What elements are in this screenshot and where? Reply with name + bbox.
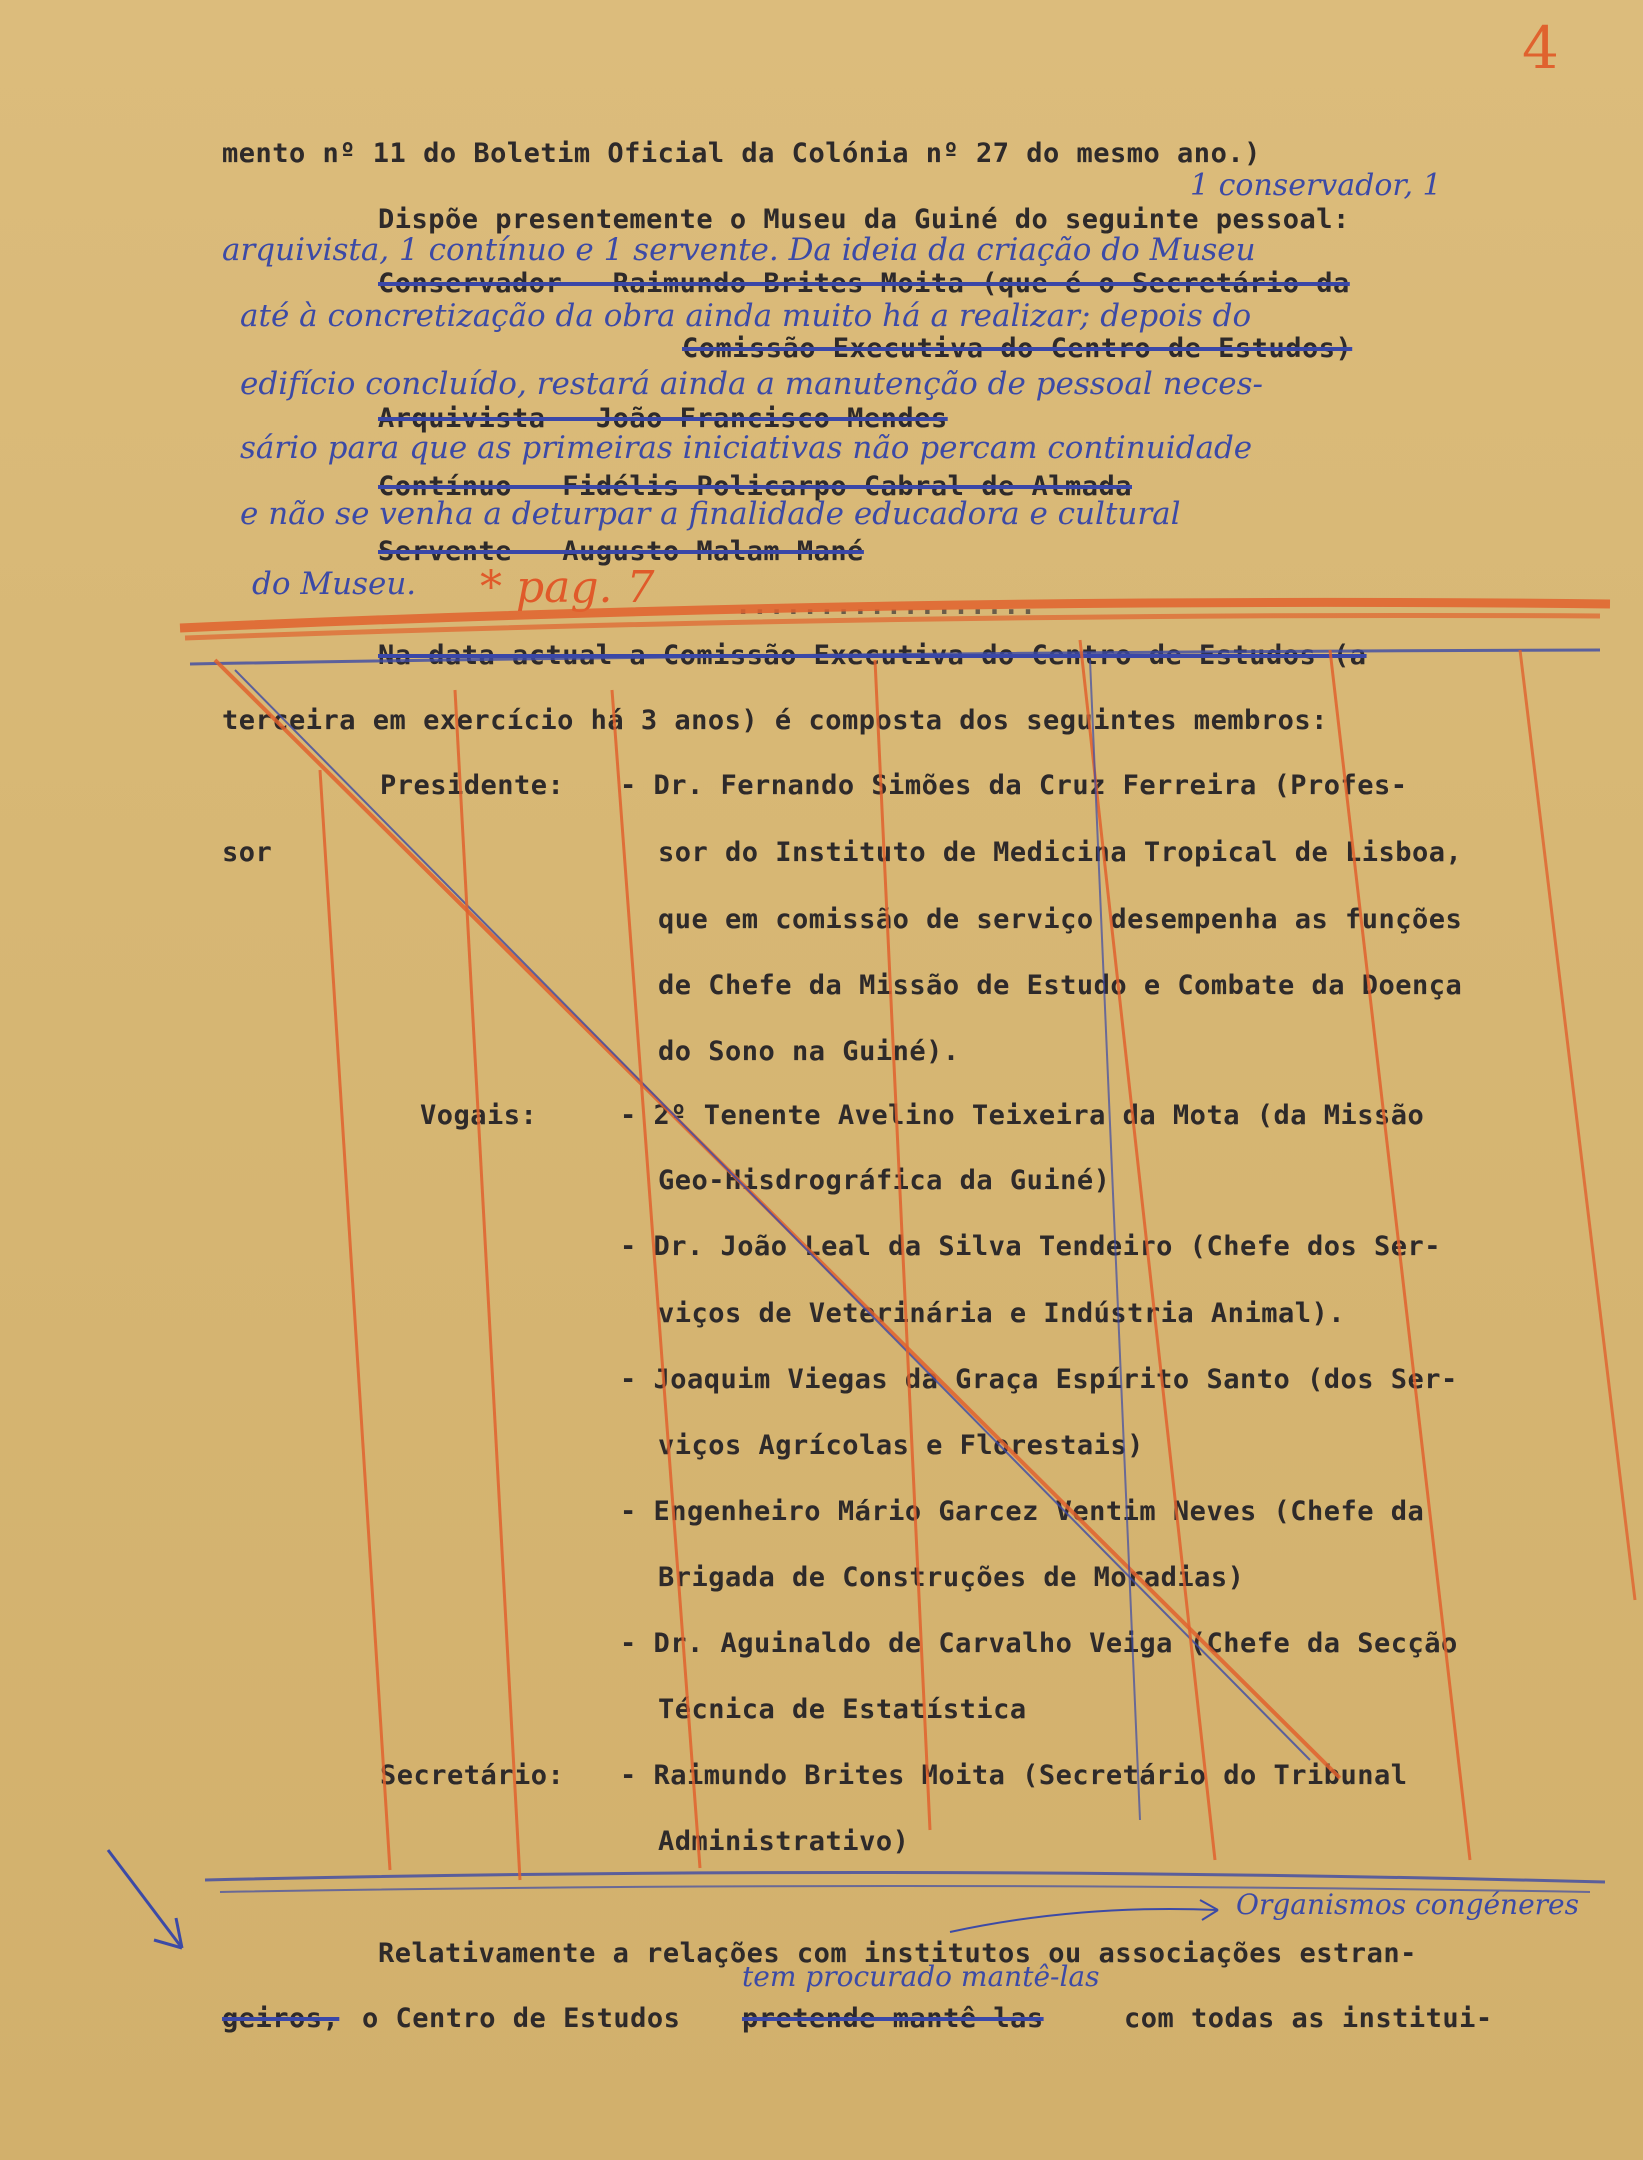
typed-terceira: terceira em exercício há 3 anos) é composta dos seguintes membros: bbox=[222, 705, 1328, 736]
typed-servente: Servente - Augusto Malam Mané bbox=[378, 536, 864, 567]
secretario-label: Secretário: bbox=[380, 1760, 565, 1791]
vogal-4-line-a: - Engenheiro Mário Garcez Ventim Neves (Chefe da bbox=[620, 1496, 1425, 1527]
typed-relativamente: Relativamente a relações com institutos ou associações estran- bbox=[378, 1938, 1417, 1969]
sor-label: sor bbox=[222, 837, 273, 868]
presidente-line-4: de Chefe da Missão de Estudo e Combate da Doença bbox=[658, 970, 1463, 1001]
presidente-line-1: - Dr. Fernando Simões da Cruz Ferreira (Profes- bbox=[620, 770, 1408, 801]
presidente-line-5: do Sono na Guiné). bbox=[658, 1036, 960, 1067]
presidente-line-3: que em comissão de serviço desempenha as funções bbox=[658, 904, 1463, 935]
vogal-3-line-a: - Joaquim Viegas da Graça Espírito Santo (dos Ser- bbox=[620, 1364, 1458, 1395]
red-pag-note: * pag. 7 bbox=[480, 562, 655, 613]
typed-last-b: o Centro de Estudos bbox=[362, 2003, 681, 2034]
vogal-2-line-a: - Dr. João Leal da Silva Tendeiro (Chefe dos Ser- bbox=[620, 1231, 1442, 1262]
presidente-label: Presidente: bbox=[380, 770, 565, 801]
typed-data-actual: Na data actual a Comissão Executiva do Centro de Estudos (a bbox=[378, 640, 1367, 671]
handwritten-3: até à concretização da obra ainda muito há a realizar; depois do bbox=[240, 298, 1252, 334]
vogal-1-line-a: - 2º Tenente Avelino Teixeira da Mota (da Missão bbox=[620, 1100, 1425, 1131]
secretario-line-b: Administrativo) bbox=[658, 1826, 910, 1857]
presidente-line-2: sor do Instituto de Medicina Tropical de Lisboa, bbox=[658, 837, 1463, 868]
vogal-5-line-b: Técnica de Estatística bbox=[658, 1694, 1027, 1725]
handwritten-9: tem procurado mantê-las bbox=[742, 1960, 1100, 1993]
typed-line-2: Dispõe presentemente o Museu da Guiné do seguinte pessoal: bbox=[378, 204, 1350, 235]
vogal-5-line-a: - Dr. Aguinaldo de Carvalho Veiga (Chefe da Secção bbox=[620, 1628, 1458, 1659]
handwritten-2: arquivista, 1 contínuo e 1 servente. Da ideia da criação do Museu bbox=[222, 232, 1256, 268]
vogais-label: Vogais: bbox=[420, 1100, 538, 1131]
handwritten-4: edifício concluído, restará ainda a manutenção de pessoal neces- bbox=[240, 366, 1263, 402]
handwritten-1: 1 conservador, 1 bbox=[1190, 168, 1442, 203]
typed-comissao: Comissão Executiva do Centro de Estudos) bbox=[682, 333, 1353, 364]
typed-dots: .................. bbox=[735, 590, 1037, 621]
page-number: 4 bbox=[1522, 14, 1559, 82]
handwritten-8: Organismos congéneres bbox=[1236, 1888, 1579, 1921]
typed-continuo: Contínuo - Fidélis Policarpo Cabral de Almada bbox=[378, 471, 1132, 502]
typed-last-c: pretende mantê-las bbox=[742, 2003, 1044, 2034]
typed-last-a: geiros, bbox=[222, 2003, 340, 2034]
vogal-4-line-b: Brigada de Construções de Moradias) bbox=[658, 1562, 1245, 1593]
secretario-line-a: - Raimundo Brites Moita (Secretário do Tribunal bbox=[620, 1760, 1408, 1791]
handwritten-6: e não se venha a deturpar a finalidade educadora e cultural bbox=[240, 496, 1181, 532]
typed-line-1: mento nº 11 do Boletim Oficial da Colónia nº 27 do mesmo ano.) bbox=[222, 138, 1261, 169]
vogal-1-line-b: Geo-Hisdrográfica da Guiné) bbox=[658, 1165, 1111, 1196]
typed-last-d: com todas as institui- bbox=[1124, 2003, 1493, 2034]
typed-arquivista: Arquivista - João Francisco Mendes bbox=[378, 403, 948, 434]
typed-conservador: Conservador - Raimundo Brites Moita (que é o Secretário da bbox=[378, 268, 1350, 299]
handwritten-5: sário para que as primeiras iniciativas não percam continuidade bbox=[240, 430, 1253, 466]
handwritten-7: do Museu. bbox=[252, 566, 417, 602]
vogal-3-line-b: viços Agrícolas e Florestais) bbox=[658, 1430, 1144, 1461]
vogal-2-line-b: viços de Veterinária e Indústria Animal). bbox=[658, 1298, 1345, 1329]
